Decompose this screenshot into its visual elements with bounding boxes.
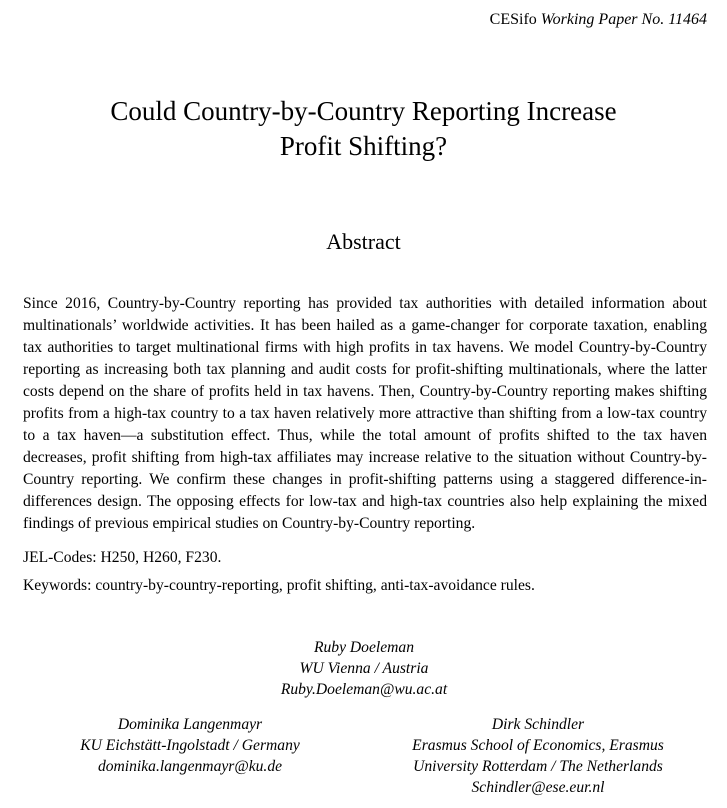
author-affiliation-line-2: University Rotterdam / The Netherlands [413, 758, 663, 775]
title-line-2: Profit Shifting? [279, 131, 448, 161]
author-affiliation: WU Vienna / Austria [299, 660, 429, 677]
author-email: Schindler@ese.eur.nl [471, 779, 605, 796]
paper-title [0, 94, 727, 164]
author-email: dominika.langenmayr@ku.de [97, 758, 283, 775]
author-name: Dirk Schindler [491, 716, 585, 733]
series-header [490, 11, 707, 29]
keywords: Keywords: country-by-country-reporting, profit shifting, anti-tax-avoidance rules. [23, 577, 535, 594]
working-paper-number: Working Paper No. 11464 [540, 11, 707, 28]
author-block-langenmayr [40, 714, 340, 777]
author-name: Ruby Doeleman [313, 639, 415, 656]
author-name: Dominika Langenmayr [117, 716, 263, 733]
abstract-body: Since 2016, Country-by-Country reporting has provided tax authorities with detailed information about multinationals’ worldwide activities. It has been hailed as a game-changer for corporate taxation, enabling tax authorities to target multinational firms with high profits in tax havens. We model Country-by-Country reporting as increasing both tax planning and audit costs for profit-shifting multinationals, where the latter costs depend on the share of profits held in tax havens. Then, Country-by-Country reporting makes shifting profits from a high-tax country to a tax haven relatively more attractive than shifting from a low-tax country to a tax haven—a substitution effect. Thus, while the total amount of profits shifted to the tax haven decreases, profit shifting from high-tax affiliates may increase relative to the situation without Country-by-Country reporting. We confirm these changes in profit-shifting patterns using a staggered difference-in-differences design. The opposing effects for low-tax and high-tax countries also help explaining the mixed findings of previous empirical studies on Country-by-Country reporting. [23, 295, 707, 532]
title-line-1: Could Country-by-Country Reporting Increase [110, 96, 617, 126]
author-block-schindler [378, 714, 698, 798]
author-affiliation: KU Eichstätt-Ingolstadt / Germany [80, 737, 300, 754]
author-block-doeleman [214, 637, 514, 700]
author-email: Ruby.Doeleman@wu.ac.at [280, 681, 448, 698]
series-name: CESifo [489, 11, 541, 28]
abstract-heading: Abstract [326, 229, 401, 254]
author-affiliation-line-1: Erasmus School of Economics, Erasmus [412, 737, 664, 754]
jel-codes: JEL-Codes: H250, H260, F230. [23, 549, 222, 566]
